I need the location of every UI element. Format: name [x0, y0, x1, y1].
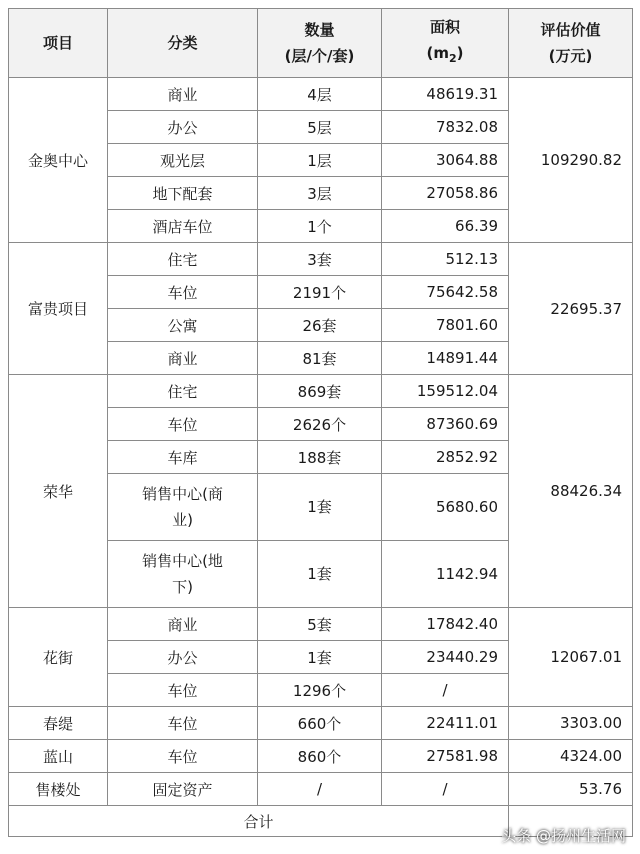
asset-valuation-table	[8, 8, 633, 837]
count-cell: 3层	[258, 177, 382, 210]
value-cell: 3303.00	[509, 707, 633, 740]
total-label: 合计	[9, 806, 509, 837]
area-cell: 87360.69	[382, 408, 509, 441]
category-cell: 商业	[108, 608, 258, 641]
area-cell: 1142.94	[382, 541, 509, 608]
category-cell: 车位	[108, 674, 258, 707]
area-cell: 2852.92	[382, 441, 509, 474]
table-row	[9, 375, 633, 408]
table-row	[9, 707, 633, 740]
category-cell: 车位	[108, 740, 258, 773]
count-cell: 4层	[258, 78, 382, 111]
count-cell: 2191个	[258, 276, 382, 309]
project-cell: 富贵项目	[9, 243, 108, 375]
count-cell: 1296个	[258, 674, 382, 707]
category-line1: 销售中心(地	[142, 552, 223, 570]
area-cell: 17842.40	[382, 608, 509, 641]
count-cell: 1套	[258, 541, 382, 608]
area-cell: 7801.60	[382, 309, 509, 342]
header-area	[382, 9, 509, 78]
count-cell: 5层	[258, 111, 382, 144]
table-row	[9, 78, 633, 111]
value-cell: 4324.00	[509, 740, 633, 773]
category-cell: 办公	[108, 111, 258, 144]
count-cell: 860个	[258, 740, 382, 773]
category-cell: 车位	[108, 408, 258, 441]
area-cell: 27581.98	[382, 740, 509, 773]
area-cell: 3064.88	[382, 144, 509, 177]
count-cell: 660个	[258, 707, 382, 740]
category-cell: 固定资产	[108, 773, 258, 806]
count-cell: 26套	[258, 309, 382, 342]
header-value-line2: (万元)	[548, 47, 593, 65]
header-category: 分类	[108, 9, 258, 78]
header-area-line1: 面积	[429, 18, 460, 36]
count-cell: 1个	[258, 210, 382, 243]
project-cell: 售楼处	[9, 773, 108, 806]
category-cell: 住宅	[108, 375, 258, 408]
watermark: 头条 @扬州生活网	[501, 827, 626, 845]
area-cell: /	[382, 773, 509, 806]
area-cell: 5680.60	[382, 474, 509, 541]
area-cell: 66.39	[382, 210, 509, 243]
table-row	[9, 608, 633, 641]
category-cell: 车位	[108, 276, 258, 309]
count-cell: 3套	[258, 243, 382, 276]
table-row	[9, 243, 633, 276]
area-cell: 512.13	[382, 243, 509, 276]
category-cell	[108, 541, 258, 608]
header-value-line1: 评估价值	[540, 21, 601, 39]
count-cell: 869套	[258, 375, 382, 408]
value-cell: 109290.82	[509, 78, 633, 243]
area-cell: 159512.04	[382, 375, 509, 408]
category-cell: 商业	[108, 342, 258, 375]
project-cell: 春缇	[9, 707, 108, 740]
count-cell: /	[258, 773, 382, 806]
area-cell: /	[382, 674, 509, 707]
category-cell: 住宅	[108, 243, 258, 276]
header-area-close: )	[456, 44, 464, 62]
category-cell: 商业	[108, 78, 258, 111]
header-area-line2	[392, 40, 498, 72]
header-count-line1: 数量	[304, 21, 335, 39]
header-area-sub: 2	[448, 52, 457, 65]
project-cell: 蓝山	[9, 740, 108, 773]
project-cell: 金奥中心	[9, 78, 108, 243]
category-cell: 公寓	[108, 309, 258, 342]
header-value	[509, 9, 633, 78]
category-cell: 办公	[108, 641, 258, 674]
table-row	[9, 773, 633, 806]
area-cell: 75642.58	[382, 276, 509, 309]
category-cell: 地下配套	[108, 177, 258, 210]
category-cell: 车库	[108, 441, 258, 474]
count-cell: 81套	[258, 342, 382, 375]
value-cell: 88426.34	[509, 375, 633, 608]
header-count-line2: (层/个/套)	[284, 47, 355, 65]
area-cell: 23440.29	[382, 641, 509, 674]
area-cell: 48619.31	[382, 78, 509, 111]
area-cell: 27058.86	[382, 177, 509, 210]
header-project: 项目	[9, 9, 108, 78]
category-line2: 业)	[172, 511, 193, 529]
area-cell: 22411.01	[382, 707, 509, 740]
value-cell: 22695.37	[509, 243, 633, 375]
header-row	[9, 9, 633, 78]
project-cell: 荣华	[9, 375, 108, 608]
header-count	[258, 9, 382, 78]
count-cell: 1层	[258, 144, 382, 177]
count-cell: 1套	[258, 474, 382, 541]
area-cell: 7832.08	[382, 111, 509, 144]
category-cell: 酒店车位	[108, 210, 258, 243]
category-line2: 下)	[172, 578, 193, 596]
category-cell	[108, 474, 258, 541]
area-cell: 14891.44	[382, 342, 509, 375]
table-row	[9, 740, 633, 773]
count-cell: 1套	[258, 641, 382, 674]
header-area-open: (m	[426, 44, 449, 62]
value-cell: 12067.01	[509, 608, 633, 707]
value-cell: 53.76	[509, 773, 633, 806]
count-cell: 188套	[258, 441, 382, 474]
category-cell: 观光层	[108, 144, 258, 177]
category-cell: 车位	[108, 707, 258, 740]
category-line1: 销售中心(商	[142, 485, 223, 503]
project-cell: 花街	[9, 608, 108, 707]
count-cell: 2626个	[258, 408, 382, 441]
count-cell: 5套	[258, 608, 382, 641]
